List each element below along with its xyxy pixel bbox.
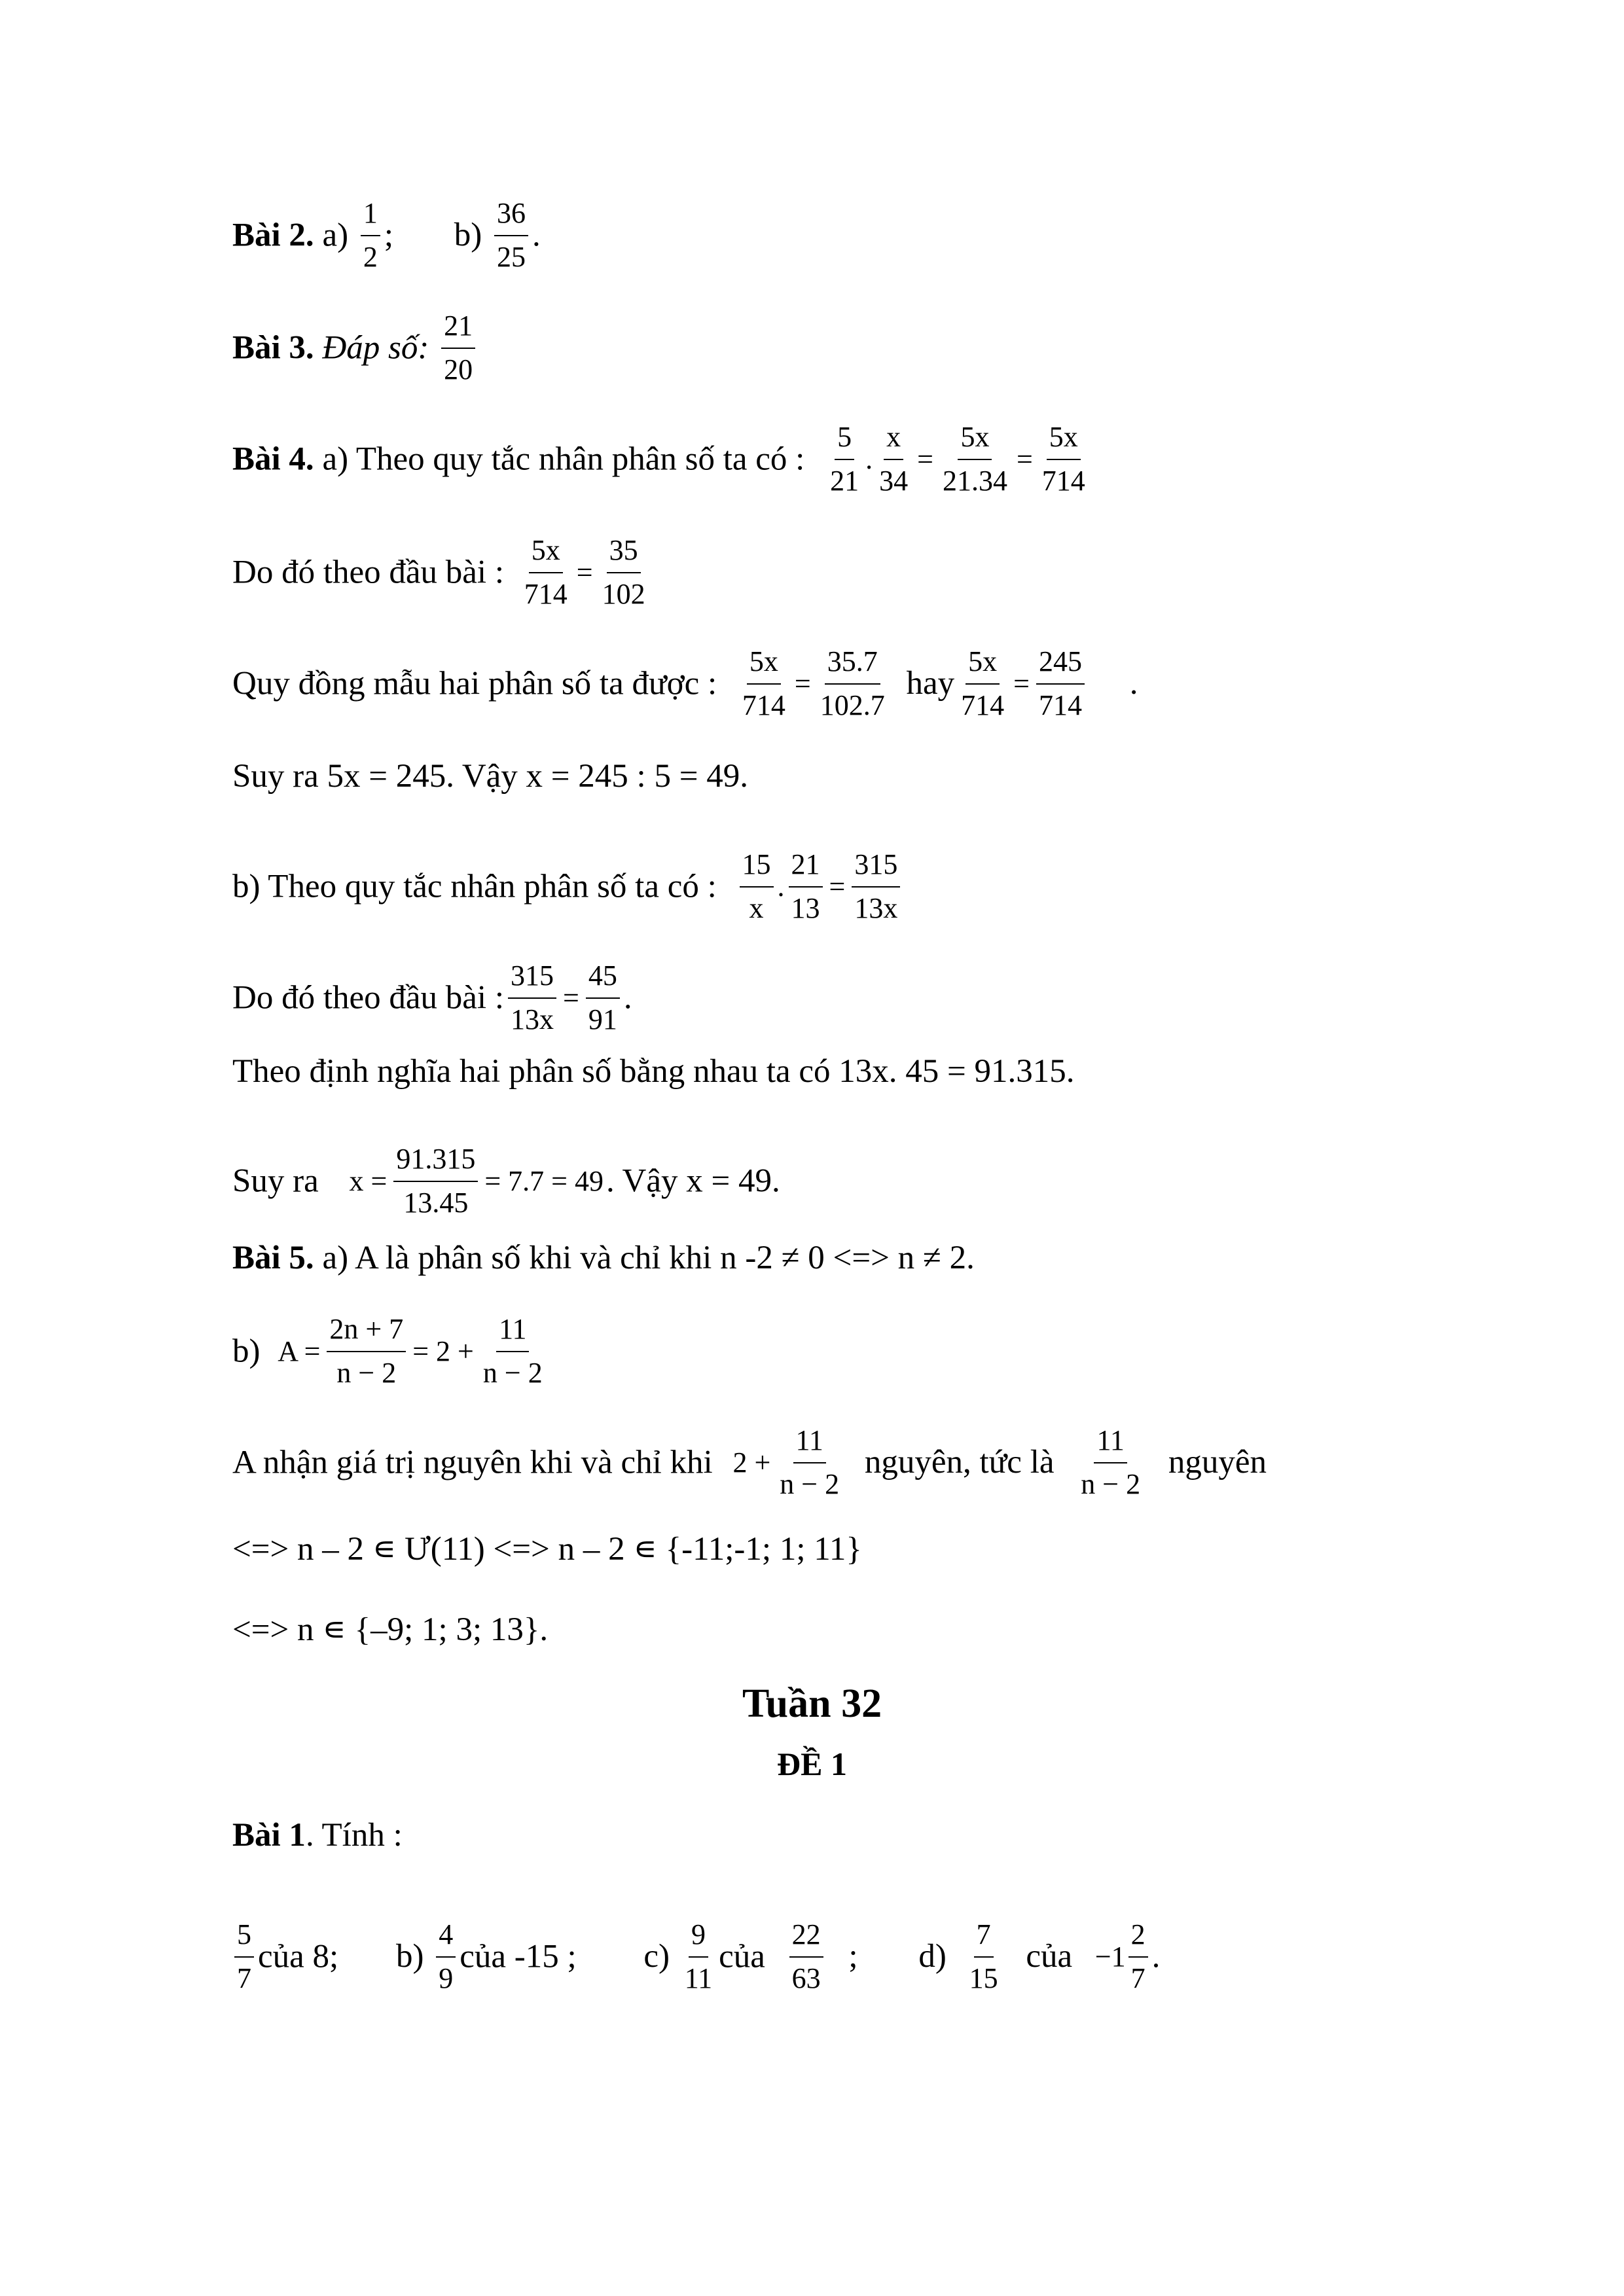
fraction: $\frac{2n + 7}{n - 2}$ <box>327 1312 406 1391</box>
fraction: $\frac{5x}{714}$ <box>961 645 1005 721</box>
bai2-a: a) <box>322 217 349 254</box>
bai1-questions: $\frac{5}{7}$ của 8; b) $\frac{4}{9}$ của -15 ; c) $\frac{9}{11}$ của $\frac{22}{63}$ ; d) $\frac{7}{15}$ của −1 $\frac{2}{7}$ . <box>234 1918 1160 1996</box>
bai4e-line: b) Theo quy tắc nhân phân số ta có : $\frac{15}{x}$ . $\frac{21}{13}$ = $\frac{315}{13x}$ <box>232 848 904 926</box>
fraction: $\frac{1}{2}$ <box>361 196 380 275</box>
bai4f-line: Do đó theo đầu bài : $\frac{315}{13x}$ = $\frac{45}{91}$ . <box>232 959 632 1037</box>
fraction: $\frac{22}{63}$ <box>789 1918 823 1996</box>
fraction: $\frac{9}{11}$ <box>684 1918 713 1994</box>
fraction: $\frac{15}{x}$ <box>740 848 774 926</box>
bai4c-line: Quy đồng mẫu hai phân số ta được : $\frac{5x}{714}$ = $\frac{35.7}{102.7}$ hay $\frac{5x}{714}$ = $\frac{245}{714}$ . <box>232 645 1138 723</box>
bai4d-line: Suy ra 5x = 245. Vậy x = 245 : 5 = 49. <box>232 758 748 795</box>
bai2-label: Bài 2. <box>232 217 314 254</box>
fraction: $\frac{5}{21}$ <box>830 421 859 497</box>
bai5-label: Bài 5. <box>232 1239 314 1276</box>
bai4b-line: Do đó theo đầu bài : $\frac{5x}{714}$ = $\frac{35}{102}$ <box>232 533 652 612</box>
bai2-line: Bài 2. a) $\frac{1}{2}$ ; b) $\frac{36}{25}$ . <box>232 196 541 275</box>
bai4h-line: Suy ra x = $\frac{91.315}{13.45}$ = 7.7 = 49. Vậy x = 49. <box>232 1142 780 1221</box>
fraction: $\frac{11}{n - 2}$ <box>780 1424 840 1500</box>
bai5b-line: b) A = $\frac{2n + 7}{n - 2}$ = 2 + $\frac{11}{n - 2}$ <box>232 1312 549 1391</box>
fraction: $\frac{7}{15}$ <box>969 1918 998 1994</box>
fraction: $\frac{36}{25}$ <box>494 196 528 275</box>
bai3-label: Bài 3. <box>232 329 314 367</box>
bai4-label: Bài 4. <box>232 440 314 478</box>
bai5d-line: <=> n – 2 ∊ Ư(11) <=> n – 2 ∊ {-11;-1; 1; 11} <box>232 1531 862 1568</box>
bai5a-line: Bài 5. a) A là phân số khi và chỉ khi n -2 ≠ 0 <=> n ≠ 2. <box>232 1239 975 1276</box>
fraction: $\frac{5x}{714}$ <box>742 645 785 721</box>
fraction: $\frac{5x}{714}$ <box>1041 421 1085 497</box>
de-heading: ĐỀ 1 <box>777 1746 847 1782</box>
fraction: $\frac{21}{13}$ <box>789 848 823 926</box>
fraction: $\frac{45}{91}$ <box>586 959 620 1037</box>
fraction: $\frac{21}{20}$ <box>441 309 475 387</box>
bai1-label: Bài 1 <box>232 1816 306 1854</box>
fraction: $\frac{5}{7}$ <box>234 1918 254 1996</box>
fraction: $\frac{315}{13x}$ <box>508 959 556 1037</box>
fraction: $\frac{35}{102}$ <box>602 534 645 610</box>
dap-so: Đáp số: <box>322 329 429 367</box>
fraction: $\frac{315}{13x}$ <box>852 848 900 926</box>
bai4g-line: Theo định nghĩa hai phân số bằng nhau ta có 13x. 45 = 91.315. <box>232 1053 1075 1090</box>
bai5c-line: A nhận giá trị nguyên khi và chỉ khi 2 + $\frac{11}{n - 2}$ nguyên, tức là $\frac{11}{n - 2}$ nguyên <box>232 1424 1267 1502</box>
week-heading: Tuần 32 <box>742 1681 882 1726</box>
fraction: $\frac{11}{n - 2}$ <box>482 1313 543 1389</box>
fraction: $\frac{35.7}{102.7}$ <box>820 645 885 721</box>
fraction: $\frac{x}{34}$ <box>879 421 909 497</box>
bai5e-line: <=> n ∊ {–9; 1; 3; 13}. <box>232 1611 549 1648</box>
fraction: $\frac{91.315}{13.45}$ <box>393 1142 478 1221</box>
bai4a-line: Bài 4. a) Theo quy tắc nhân phân số ta có : $\frac{5}{21}$ . $\frac{x}{34}$ = $\frac{5x}{21.34}$ = $\frac{5x}{714}$ <box>232 420 1092 499</box>
fraction: $\frac{245}{714}$ <box>1036 645 1085 723</box>
fraction: $\frac{2}{7}$ <box>1128 1918 1148 1996</box>
fraction: $\frac{5x}{714}$ <box>524 534 568 610</box>
fraction: $\frac{4}{9}$ <box>436 1918 456 1996</box>
bai1-line: Bài 1. Tính : <box>232 1816 403 1854</box>
bai2-b: b) <box>454 217 482 254</box>
fraction: $\frac{11}{n - 2}$ <box>1081 1424 1141 1500</box>
bai3-line <box>232 309 479 387</box>
fraction: $\frac{5x}{21.34}$ <box>942 421 1007 497</box>
